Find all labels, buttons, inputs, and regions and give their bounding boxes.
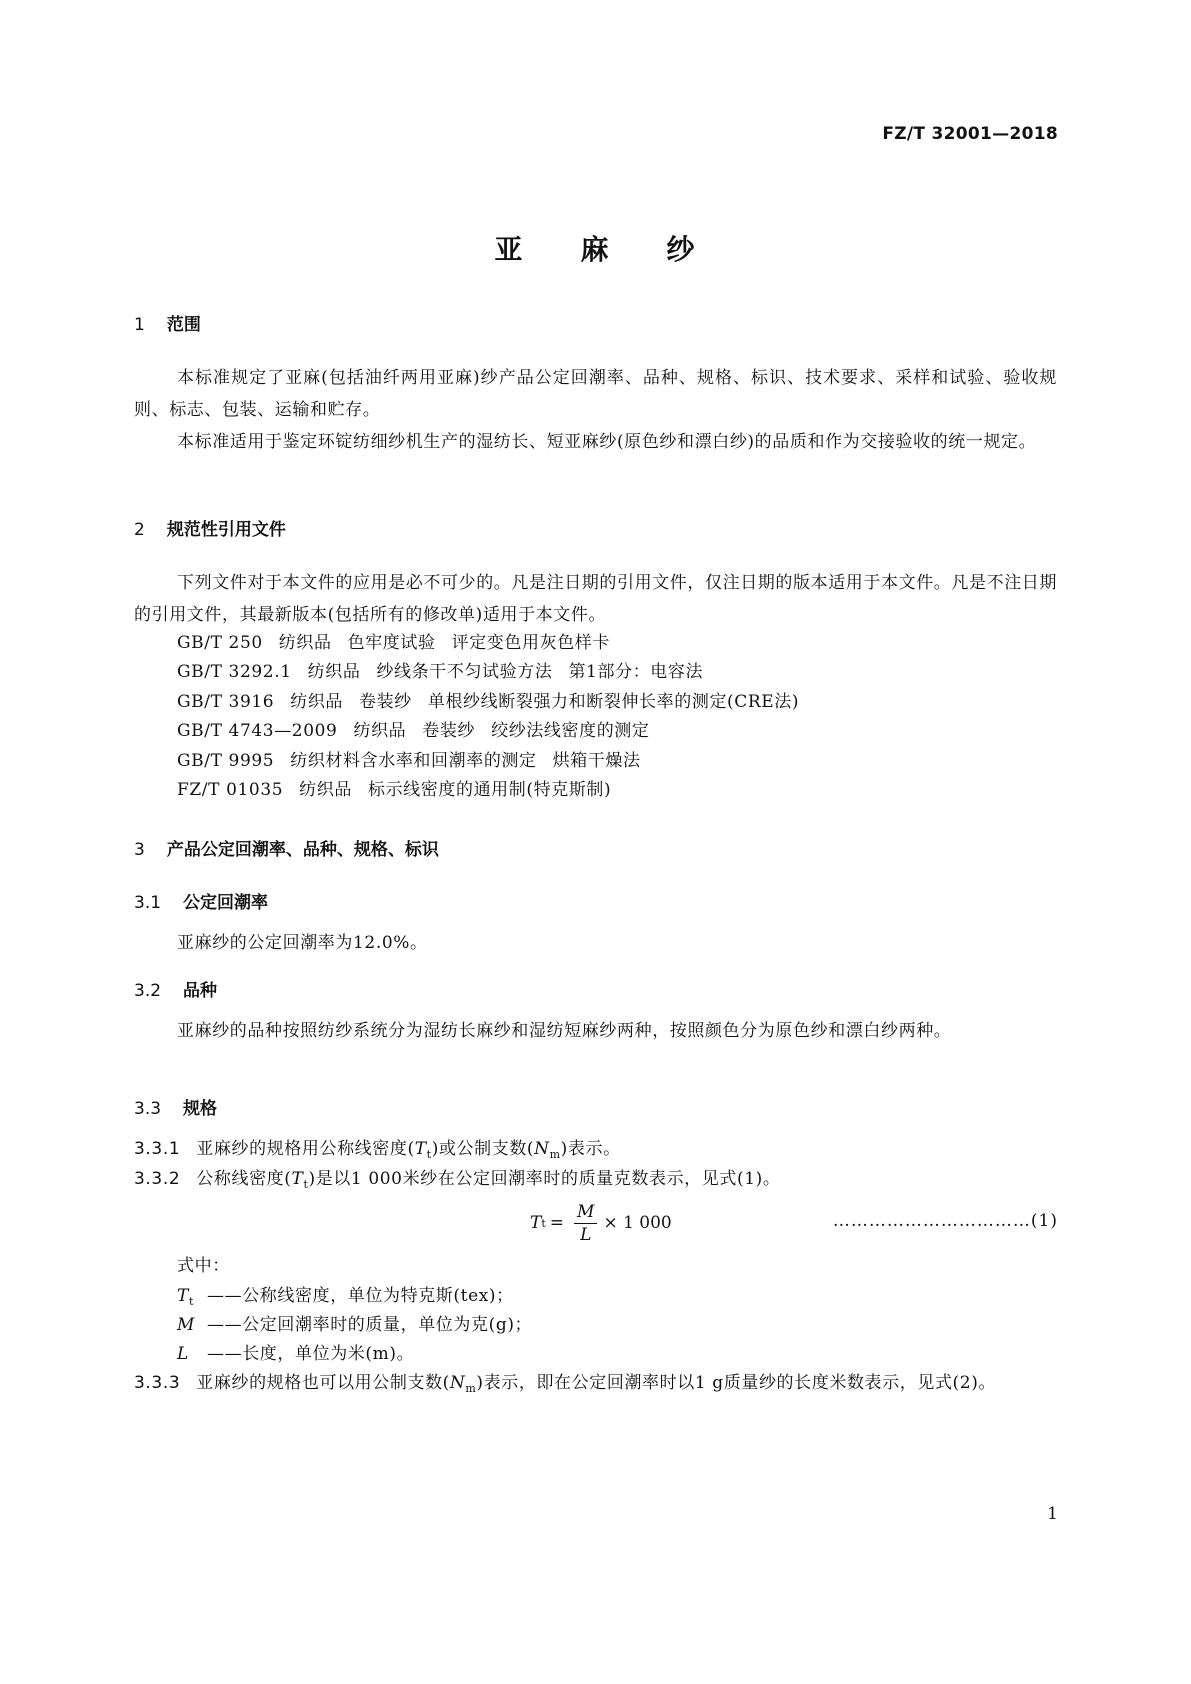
symbol-T: T <box>414 1139 427 1159</box>
clause-text: 亚麻纱的规格也可以用公制支数( <box>196 1373 450 1393</box>
reference-code: FZ/T 01035 <box>177 780 284 800</box>
where-item <box>177 1338 414 1370</box>
reference-title-part: 纺织品 <box>278 633 332 653</box>
normative-references-intro: 下列文件对于本文件的应用是必不可少的。凡是注日期的引用文件，仅注日期的版本适用于本文件。凡是不注日期的引用文件，其最新版本(包括所有的修改单)适用于本文件。 <box>134 573 1057 625</box>
formula-multiplier: × 1 000 <box>603 1213 672 1233</box>
reference-code: GB/T 9995 <box>177 751 275 771</box>
reference-title-part: 第1部分：电容法 <box>568 662 704 682</box>
formula-1 <box>530 1198 672 1248</box>
subsection-number: 3.1 <box>134 893 162 913</box>
formula-fraction <box>574 1201 597 1246</box>
title-char: 麻 <box>580 233 611 266</box>
reference-code: GB/T 4743—2009 <box>177 721 338 741</box>
reference-title-part: 纺织品 <box>307 662 361 682</box>
reference-item <box>177 715 666 747</box>
subsection-3-2-heading <box>134 976 217 1001</box>
where-description: ——公称线密度，单位为特克斯(tex)； <box>207 1286 514 1306</box>
section-title: 规范性引用文件 <box>166 520 286 540</box>
title-char: 亚 <box>494 233 525 266</box>
section-number: 1 <box>134 315 145 335</box>
document-title <box>0 228 1191 268</box>
reference-title-part: 纺织品 <box>353 721 407 741</box>
section-3-heading <box>134 835 439 860</box>
symbol-N: N <box>534 1139 550 1159</box>
subsection-title: 规格 <box>183 1099 218 1119</box>
formula-lhs: T <box>530 1213 542 1233</box>
subscript: t <box>426 1148 432 1161</box>
clause-text: )是以1 000米纱在公定回潮率时的质量克数表示，见式(1)。 <box>308 1169 781 1189</box>
clause-text: )表示，即在公定回潮率时以1 g质量纱的长度米数表示，见式(2)。 <box>476 1373 997 1393</box>
symbol-N: N <box>449 1373 466 1393</box>
subsection-3-1-heading <box>134 888 268 913</box>
symbol: M <box>177 1315 196 1335</box>
reference-title-part: 纱线条干不匀试验方法 <box>376 662 553 682</box>
section-title: 产品公定回潮率、品种、规格、标识 <box>166 840 439 860</box>
equation-number: ……………………………(1) <box>832 1211 1058 1231</box>
formula-denominator: L <box>580 1224 592 1245</box>
symbol: L <box>177 1344 189 1364</box>
subscript: t <box>303 1178 309 1191</box>
reference-title-part: 标示线密度的通用制(特克斯制) <box>367 780 612 800</box>
where-symbol <box>177 1338 207 1370</box>
reference-title-part: 纺织品 <box>299 780 352 800</box>
reference-title-part: 色牢度试验 <box>347 633 436 653</box>
section-2-heading <box>134 515 286 540</box>
where-symbol <box>177 1309 207 1341</box>
section-number: 2 <box>134 520 145 540</box>
formula-equals: = <box>549 1213 565 1233</box>
section-number: 3 <box>134 840 145 860</box>
page-number: 1 <box>1047 1504 1058 1524</box>
clause-text: 亚麻纱的规格用公称线密度( <box>196 1139 415 1159</box>
scope-paragraph-1: 本标准规定了亚麻(包括油纤两用亚麻)纱产品公定回潮率、品种、规格、标识、技术要求、采样和试验、验收规则、标志、包装、运输和贮存。 <box>134 368 1057 420</box>
reference-item <box>177 686 815 718</box>
where-description: ——长度，单位为米(m)。 <box>207 1344 415 1364</box>
subsection-3-3-heading <box>134 1094 217 1119</box>
moisture-regain-text: 亚麻纱的公定回潮率为12.0%。 <box>177 933 428 953</box>
reference-title-part: 绞纱法线密度的测定 <box>491 721 650 741</box>
reference-title-part: 单根纱线断裂强力和断裂伸长率的测定(CRE法) <box>427 692 800 712</box>
varieties-text: 亚麻纱的品种按照纺纱系统分为湿纺长麻纱和湿纺短麻纱两种，按照颜色分为原色纱和漂白纱两种。 <box>177 1021 952 1041</box>
clause-text: )表示。 <box>560 1139 621 1159</box>
where-label: 式中： <box>177 1256 230 1276</box>
reference-item <box>177 656 719 688</box>
reference-title-part: 卷装纱 <box>422 721 476 741</box>
subsection-number: 3.3 <box>134 1099 162 1119</box>
clause-number: 3.3.3 <box>134 1373 181 1393</box>
formula-numerator: M <box>574 1201 597 1224</box>
subscript: m <box>465 1382 477 1395</box>
reference-item <box>177 745 657 777</box>
section-title: 范围 <box>166 315 201 335</box>
subsection-number: 3.2 <box>134 981 162 1001</box>
reference-title-part: 卷装纱 <box>359 692 412 712</box>
scope-paragraph-2: 本标准适用于鉴定环锭纺细纱机生产的湿纺长、短亚麻纱(原色纱和漂白纱)的品质和作为交接验收的统一规定。 <box>177 432 1037 452</box>
reference-code: GB/T 250 <box>177 633 263 653</box>
subsection-title: 品种 <box>183 981 218 1001</box>
symbol-T: T <box>291 1169 304 1189</box>
formula-lhs-subscript: t <box>541 1216 546 1230</box>
where-description: ——公定回潮率时的质量，单位为克(g)； <box>207 1315 533 1335</box>
reference-title-part: 评定变色用灰色样卡 <box>451 633 611 653</box>
where-item <box>177 1309 532 1341</box>
standard-id: FZ/T 32001—2018 <box>882 124 1058 144</box>
symbol: T <box>177 1286 189 1306</box>
reference-title-part: 烘箱干燥法 <box>552 751 641 771</box>
clause-3-3-2 <box>134 1163 1057 1201</box>
reference-title-part: 纺织品 <box>290 692 344 712</box>
reference-code: GB/T 3916 <box>177 692 275 712</box>
reference-title-part: 纺织材料含水率和回潮率的测定 <box>290 751 537 771</box>
subscript: m <box>549 1148 561 1161</box>
title-char: 纱 <box>666 233 697 266</box>
reference-code: GB/T 3292.1 <box>177 662 292 682</box>
subsection-title: 公定回潮率 <box>183 893 269 913</box>
subscript: t <box>188 1295 194 1308</box>
reference-item <box>177 774 627 806</box>
clause-number: 3.3.1 <box>134 1139 181 1159</box>
reference-item <box>177 627 626 659</box>
clause-text: 公称线密度( <box>196 1169 292 1189</box>
clause-number: 3.3.2 <box>134 1169 181 1189</box>
section-1-heading <box>134 310 201 335</box>
clause-text: )或公制支数( <box>431 1139 535 1159</box>
clause-3-3-3 <box>134 1367 1057 1405</box>
